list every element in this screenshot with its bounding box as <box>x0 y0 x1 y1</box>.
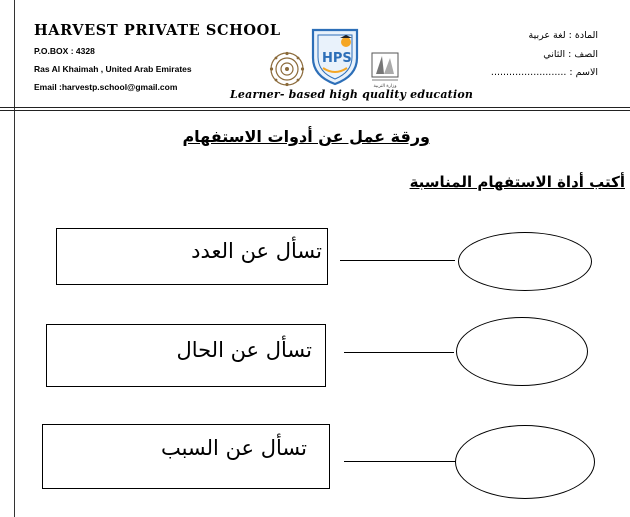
ministry-logo <box>368 50 402 90</box>
answer-oval-3[interactable] <box>455 425 595 499</box>
answer-oval-2[interactable] <box>456 317 588 386</box>
school-name: HARVEST PRIVATE SCHOOL <box>34 22 281 39</box>
student-name-field: الاسم : ......................... <box>490 67 598 78</box>
grade-label: الصف : الثاني <box>543 49 598 60</box>
ministry-logo-text: وزارة التربية <box>373 84 397 89</box>
connector-line-2 <box>344 352 454 353</box>
header-divider-2 <box>0 110 630 111</box>
instruction-text: أكتب أداة الاستفهام المناسبة <box>409 173 625 191</box>
worksheet-title: ورقة عمل عن أدوات الاستفهام <box>182 127 430 146</box>
connector-line-1 <box>340 260 455 261</box>
subject-label: المادة : لغة عربية <box>528 30 598 41</box>
po-box: P.O.BOX : 4328 <box>34 46 95 56</box>
page-margin-line <box>14 0 15 517</box>
expo-emblem-logo <box>268 50 306 88</box>
header-divider <box>0 107 630 108</box>
question-label-3: تسأل عن السبب <box>160 436 307 460</box>
answer-oval-1[interactable] <box>458 232 592 291</box>
connector-line-3 <box>344 461 456 462</box>
hps-logo-text: HPS <box>322 51 352 66</box>
school-motto: Learner- based high quality education <box>230 88 474 101</box>
school-address: Ras Al Khaimah , United Arab Emirates <box>34 64 192 74</box>
hps-school-crest-logo <box>307 24 363 86</box>
school-email: Email :harvestp.school@gmail.com <box>34 82 178 92</box>
question-label-2: تسأل عن الحال <box>176 338 312 362</box>
question-label-1: تسأل عن العدد <box>191 239 322 263</box>
